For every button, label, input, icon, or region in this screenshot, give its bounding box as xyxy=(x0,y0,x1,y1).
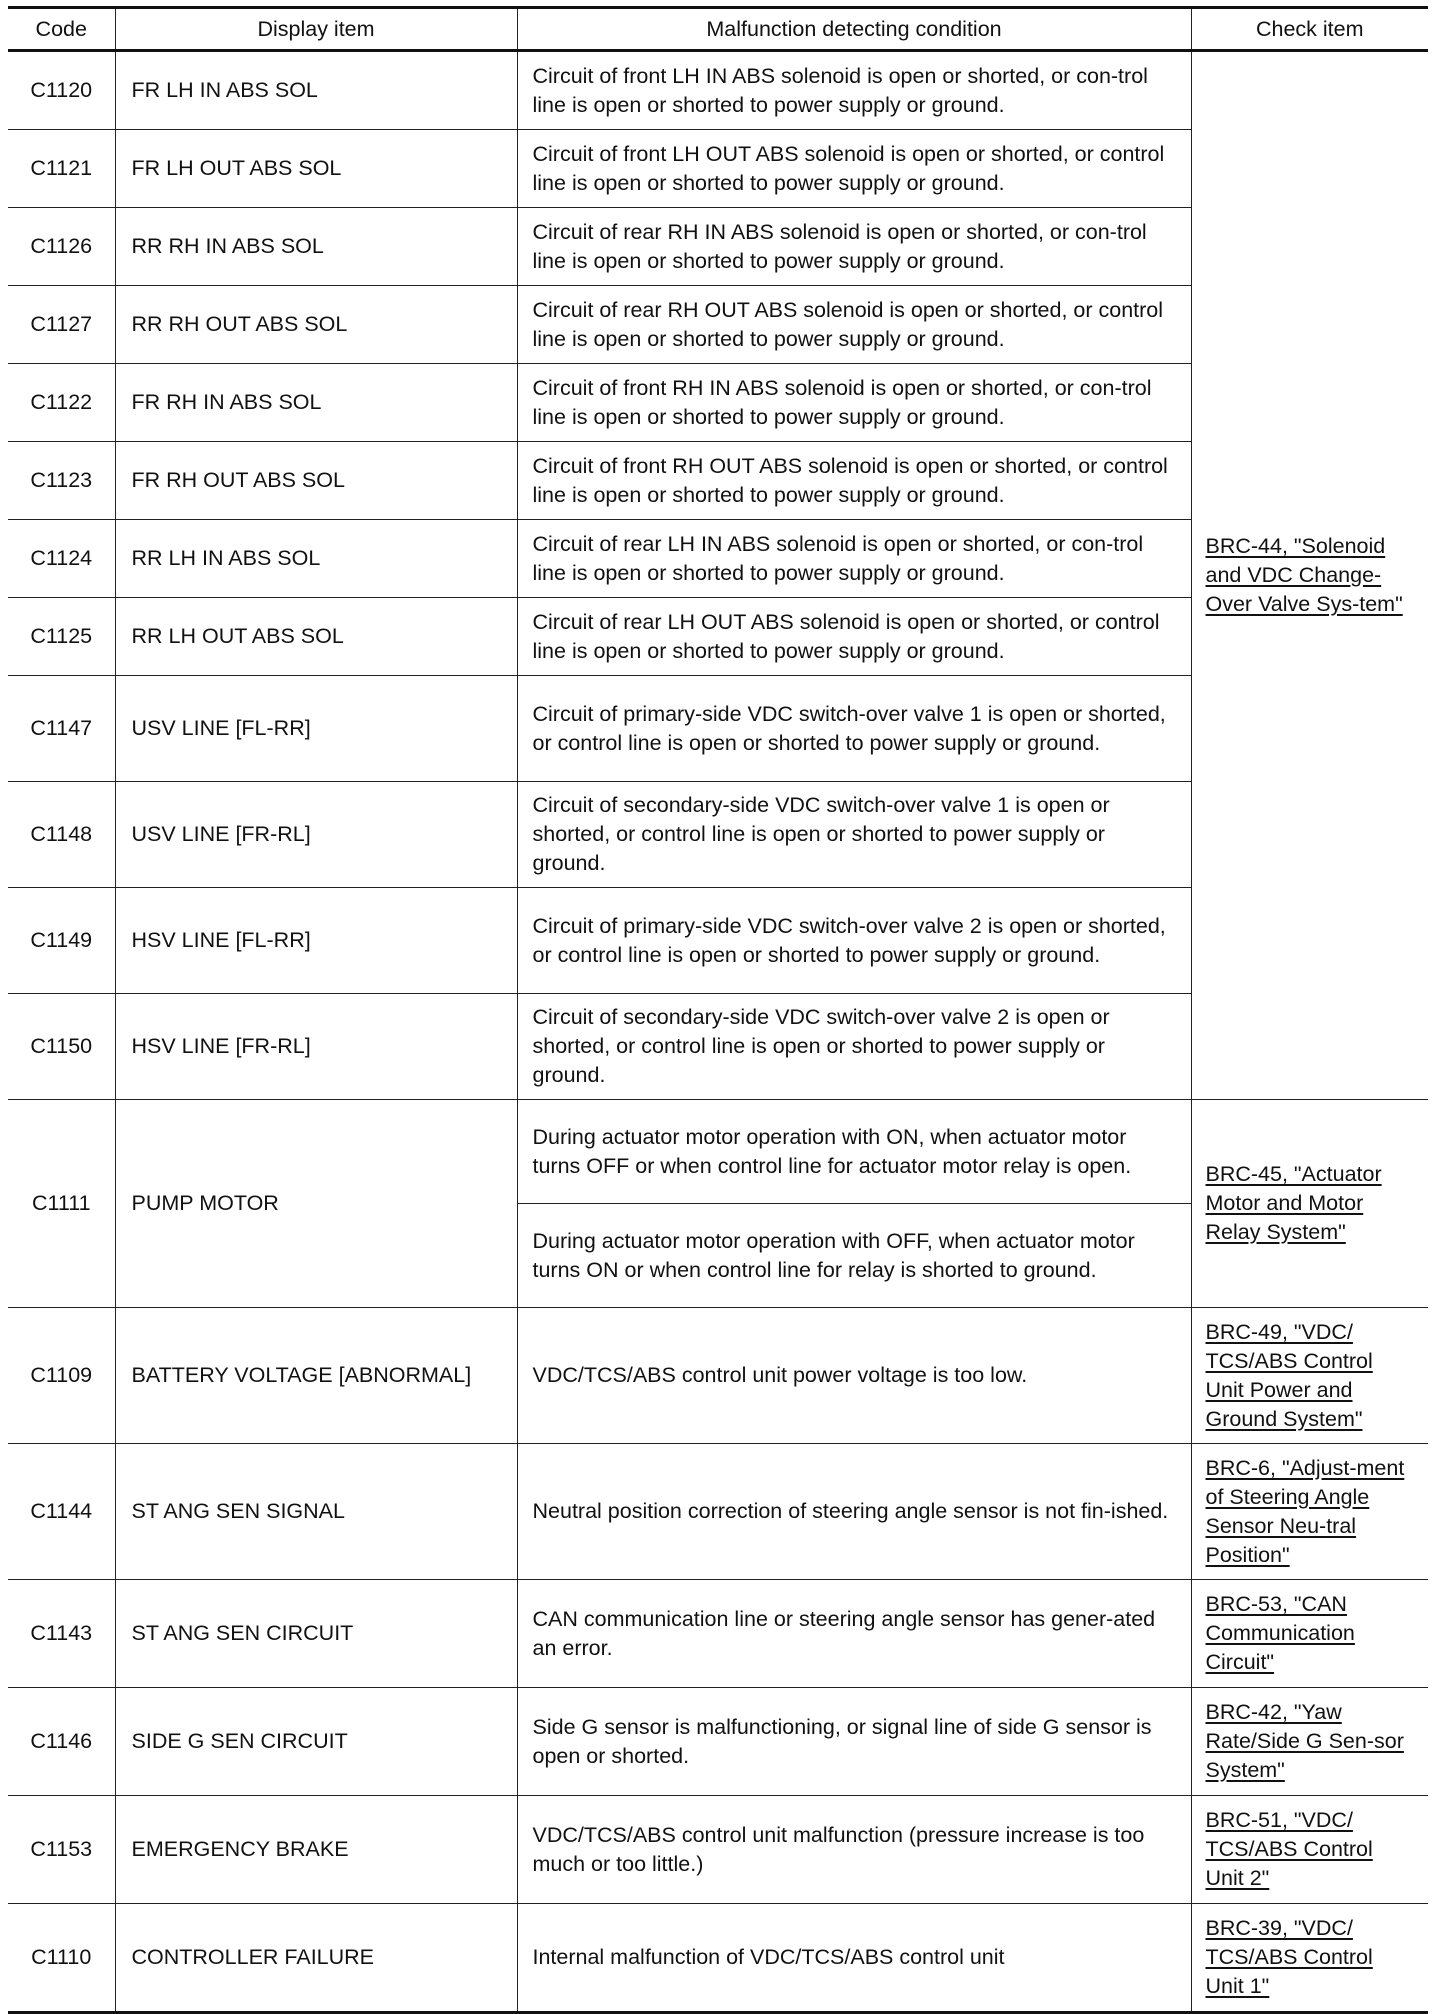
check-item-link-unit1[interactable]: BRC-39, "VDC/ TCS/ABS Control Unit 1" xyxy=(1205,1916,1373,1998)
display-item-cell: CONTROLLER FAILURE xyxy=(115,1904,517,2013)
display-item-cell: PUMP MOTOR xyxy=(115,1100,517,1308)
code-cell: C1123 xyxy=(8,442,115,520)
check-item-cell xyxy=(1191,1308,1428,1444)
condition-cell: VDC/TCS/ABS control unit power voltage is too low. xyxy=(517,1308,1191,1444)
check-item-link-power[interactable]: BRC-49, "VDC/ TCS/ABS Control Unit Power and Ground System" xyxy=(1205,1319,1373,1431)
code-cell: C1109 xyxy=(8,1308,115,1444)
code-cell: C1153 xyxy=(8,1796,115,1904)
check-item-link-actuator[interactable]: BRC-45, "Actuator Motor and Motor Relay System" xyxy=(1205,1162,1382,1244)
display-item-cell: RR RH IN ABS SOL xyxy=(115,208,517,286)
display-item-cell: RR LH IN ABS SOL xyxy=(115,520,517,598)
table-row xyxy=(8,51,1428,130)
condition-cell: Neutral position correction of steering angle sensor is not fin-ished. xyxy=(517,1444,1191,1580)
display-item-cell: SIDE G SEN CIRCUIT xyxy=(115,1688,517,1796)
check-item-cell xyxy=(1191,1688,1428,1796)
display-item-cell: EMERGENCY BRAKE xyxy=(115,1796,517,1904)
code-cell: C1126 xyxy=(8,208,115,286)
dtc-table-page xyxy=(8,6,1428,2014)
display-item-cell: USV LINE [FL-RR] xyxy=(115,676,517,782)
check-item-cell xyxy=(1191,1796,1428,1904)
code-cell: C1124 xyxy=(8,520,115,598)
code-cell: C1125 xyxy=(8,598,115,676)
display-item-cell: ST ANG SEN CIRCUIT xyxy=(115,1580,517,1688)
dtc-table xyxy=(8,6,1428,2014)
condition-cell: Circuit of rear LH OUT ABS solenoid is open or shorted, or control line is open or shorted to power supply or ground. xyxy=(517,598,1191,676)
condition-cell: During actuator motor operation with ON, when actuator motor turns OFF or when control line for actuator motor relay is open. xyxy=(517,1100,1191,1204)
condition-cell: Internal malfunction of VDC/TCS/ABS control unit xyxy=(517,1904,1191,2013)
check-item-link-steering-adjust[interactable]: BRC-6, "Adjust-ment of Steering Angle Sensor Neu-tral Position" xyxy=(1205,1455,1405,1567)
display-item-cell: ST ANG SEN SIGNAL xyxy=(115,1444,517,1580)
condition-cell: Circuit of secondary-side VDC switch-over valve 2 is open or shorted, or control line is open or shorted to power supply or ground. xyxy=(517,994,1191,1100)
condition-cell: During actuator motor operation with OFF, when actuator motor turns ON or when control line for relay is shorted to ground. xyxy=(517,1204,1191,1308)
condition-cell: Circuit of secondary-side VDC switch-over valve 1 is open or shorted, or control line is open or shorted to power supply or ground. xyxy=(517,782,1191,888)
display-item-cell: HSV LINE [FR-RL] xyxy=(115,994,517,1100)
display-item-cell: FR RH OUT ABS SOL xyxy=(115,442,517,520)
display-item-cell: HSV LINE [FL-RR] xyxy=(115,888,517,994)
code-cell: C1149 xyxy=(8,888,115,994)
table-row xyxy=(8,1580,1428,1688)
check-item-link-solenoid[interactable]: BRC-44, "Solenoid and VDC Change-Over Valve Sys-tem" xyxy=(1205,534,1403,616)
header-display-item: Display item xyxy=(115,8,517,51)
condition-cell: Circuit of rear RH OUT ABS solenoid is open or shorted, or control line is open or shorted to power supply or ground. xyxy=(517,286,1191,364)
code-cell: C1146 xyxy=(8,1688,115,1796)
check-item-link-unit2[interactable]: BRC-51, "VDC/ TCS/ABS Control Unit 2" xyxy=(1205,1808,1373,1890)
table-row xyxy=(8,1688,1428,1796)
check-item-cell xyxy=(1191,1580,1428,1688)
code-cell: C1150 xyxy=(8,994,115,1100)
code-cell: C1144 xyxy=(8,1444,115,1580)
table-header-row xyxy=(8,8,1428,51)
code-cell: C1122 xyxy=(8,364,115,442)
header-check-item: Check item xyxy=(1191,8,1428,51)
condition-cell: VDC/TCS/ABS control unit malfunction (pressure increase is too much or too little.) xyxy=(517,1796,1191,1904)
display-item-cell: FR RH IN ABS SOL xyxy=(115,364,517,442)
condition-cell: CAN communication line or steering angle sensor has gener-ated an error. xyxy=(517,1580,1191,1688)
check-item-cell xyxy=(1191,51,1428,1100)
table-row xyxy=(8,1904,1428,2013)
check-item-cell xyxy=(1191,1904,1428,2013)
condition-cell: Circuit of rear LH IN ABS solenoid is open or shorted, or con-trol line is open or shorted to power supply or ground. xyxy=(517,520,1191,598)
condition-cell: Side G sensor is malfunctioning, or signal line of side G sensor is open or shorted. xyxy=(517,1688,1191,1796)
condition-cell: Circuit of rear RH IN ABS solenoid is open or shorted, or con-trol line is open or shorted to power supply or ground. xyxy=(517,208,1191,286)
check-item-link-can[interactable]: BRC-53, "CAN Communication Circuit" xyxy=(1205,1592,1355,1674)
header-code: Code xyxy=(8,8,115,51)
table-row xyxy=(8,1308,1428,1444)
display-item-cell: USV LINE [FR-RL] xyxy=(115,782,517,888)
check-item-cell xyxy=(1191,1100,1428,1308)
code-cell: C1148 xyxy=(8,782,115,888)
header-condition: Malfunction detecting condition xyxy=(517,8,1191,51)
code-cell: C1110 xyxy=(8,1904,115,2013)
condition-cell: Circuit of primary-side VDC switch-over valve 1 is open or shorted, or control line is open or shorted to power supply or ground. xyxy=(517,676,1191,782)
code-cell: C1143 xyxy=(8,1580,115,1688)
condition-cell: Circuit of front LH OUT ABS solenoid is open or shorted, or control line is open or shorted to power supply or ground. xyxy=(517,130,1191,208)
code-cell: C1120 xyxy=(8,51,115,130)
display-item-cell: RR RH OUT ABS SOL xyxy=(115,286,517,364)
condition-cell: Circuit of front RH IN ABS solenoid is open or shorted, or con-trol line is open or shorted to power supply or ground. xyxy=(517,364,1191,442)
display-item-cell: FR LH IN ABS SOL xyxy=(115,51,517,130)
code-cell: C1147 xyxy=(8,676,115,782)
display-item-cell: RR LH OUT ABS SOL xyxy=(115,598,517,676)
check-item-link-yaw[interactable]: BRC-42, "Yaw Rate/Side G Sen-sor System" xyxy=(1205,1700,1404,1782)
condition-cell: Circuit of front RH OUT ABS solenoid is open or shorted, or control line is open or shorted to power supply or ground. xyxy=(517,442,1191,520)
display-item-cell: BATTERY VOLTAGE [ABNORMAL] xyxy=(115,1308,517,1444)
check-item-cell xyxy=(1191,1444,1428,1580)
table-row xyxy=(8,1444,1428,1580)
table-row xyxy=(8,1796,1428,1904)
code-cell: C1111 xyxy=(8,1100,115,1308)
code-cell: C1127 xyxy=(8,286,115,364)
condition-cell: Circuit of front LH IN ABS solenoid is open or shorted, or con-trol line is open or shorted to power supply or ground. xyxy=(517,51,1191,130)
table-row xyxy=(8,1100,1428,1204)
display-item-cell: FR LH OUT ABS SOL xyxy=(115,130,517,208)
condition-cell: Circuit of primary-side VDC switch-over valve 2 is open or shorted, or control line is open or shorted to power supply or ground. xyxy=(517,888,1191,994)
code-cell: C1121 xyxy=(8,130,115,208)
